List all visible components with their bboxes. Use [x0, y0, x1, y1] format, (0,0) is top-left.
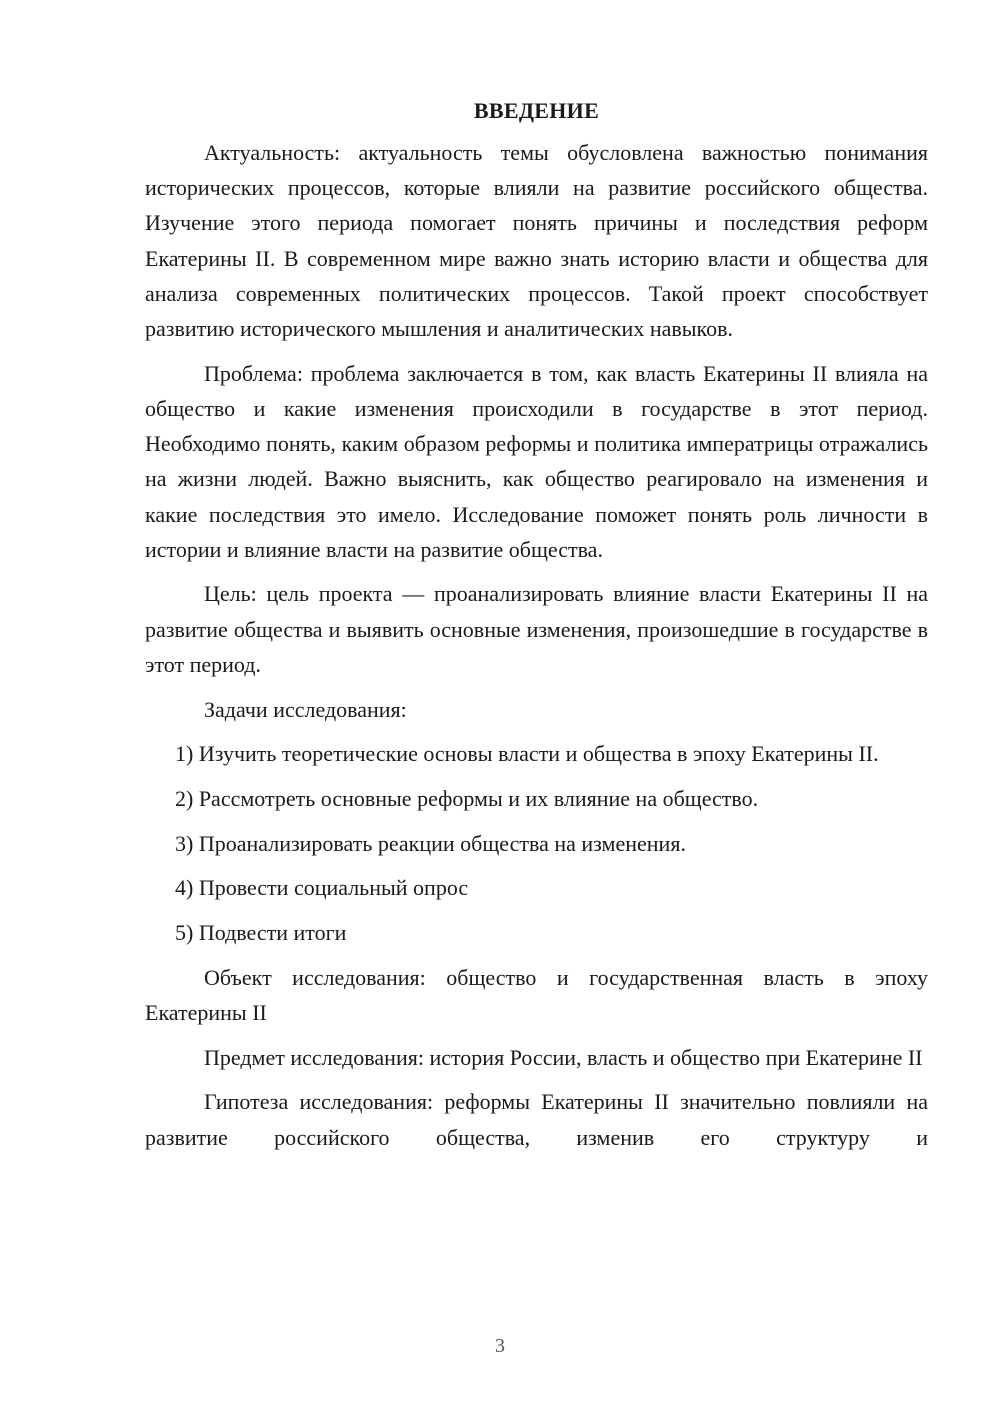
page-number: 3: [495, 1335, 505, 1357]
goal-paragraph: Цель: цель проекта — проанализировать влияние власти Екатерины II на развитие общества и выявить основные изменения, произошедшие в государстве в этот период.: [145, 581, 928, 677]
task-item: 4) Провести социальный опрос: [175, 875, 469, 901]
task-item: 3) Проанализировать реакции общества на изменения.: [175, 830, 686, 856]
subject-paragraph: Предмет исследования: история России, власть и общество при Екатерине II: [204, 1044, 923, 1070]
task-item: 5) Подвести итоги: [175, 920, 347, 946]
hypothesis-paragraph: Гипотеза исследования: реформы Екатерины II значительно повлияли на развитие российского общества, изменив его структуру и: [145, 1089, 928, 1150]
task-item: 2) Рассмотреть основные реформы и их влияние на общество.: [175, 785, 759, 811]
problem-paragraph: Проблема: проблема заключается в том, как власть Екатерины II влияла на общество и какие изменения происходили в государстве в этот период. Необходимо понять, каким образом реформы и политика императрицы отражались на жизни людей. Важно выяснить, как общество реагировало на изменения и какие последствия это имело. Исследование поможет понять роль личности в истории и влияние власти на развитие общества.: [145, 360, 928, 562]
object-paragraph: Объект исследования: общество и государственная власть в эпоху Екатерины II: [145, 964, 928, 1025]
task-item: 1) Изучить теоретические основы власти и общества в эпоху Екатерины II.: [175, 741, 879, 767]
relevance-paragraph: Актуальность: актуальность темы обусловлена важностью понимания исторических процессов, которые влияли на развитие российского общества. Изучение этого периода помогает понять причины и последствия реформ Екатерины II. В современном мире важно знать историю власти и общества для анализа современных политических процессов. Такой проект способствует развитию исторического мышления и аналитических навыков.: [145, 140, 928, 342]
section-heading: ВВЕДЕНИЕ: [473, 98, 600, 123]
page-content: [145, 96, 928, 1164]
tasks-heading: Задачи исследования:: [204, 696, 407, 722]
